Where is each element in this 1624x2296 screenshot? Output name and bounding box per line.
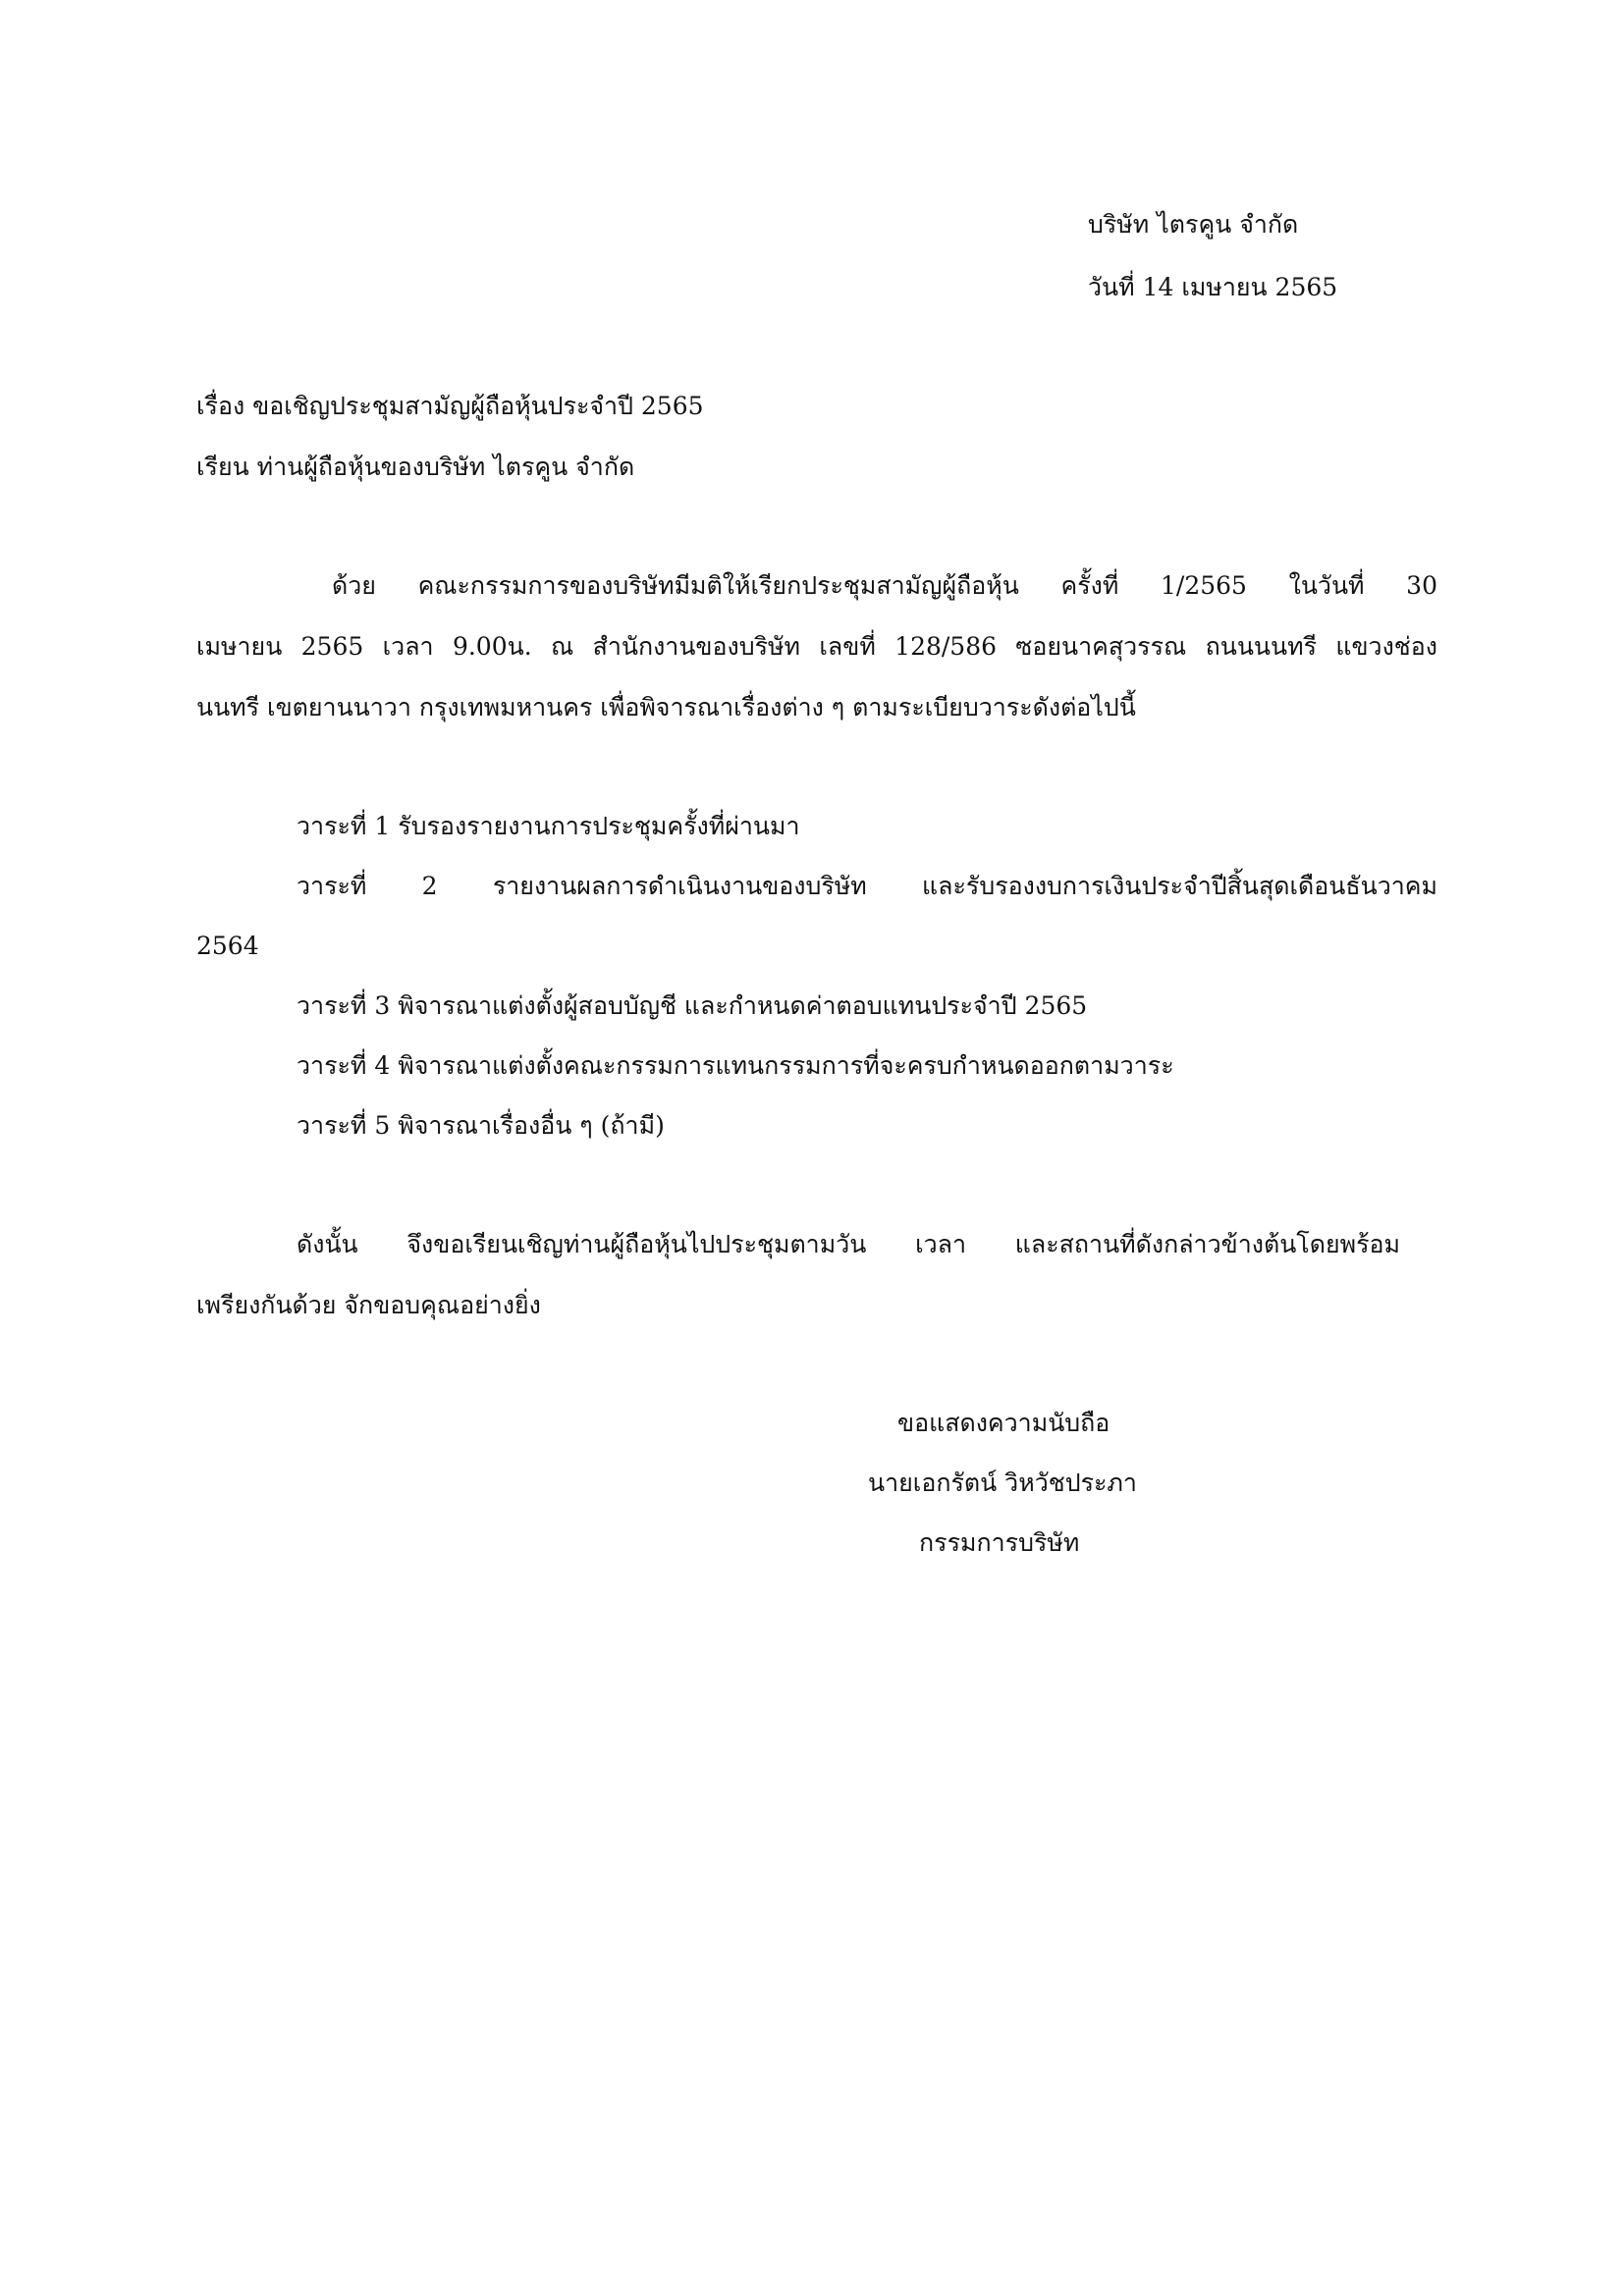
agenda-item-2-continued: 2564 xyxy=(196,932,259,960)
agenda-item-4: วาระที่ 4 พิจารณาแต่งตั้งคณะกรรมการแทนกรรมการที่จะครบกำหนดออกตามวาระ xyxy=(297,1051,1174,1080)
intro-line-3: นนทรี เขตยานนาวา กรุงเทพมหานคร เพื่อพิจารณาเรื่องต่าง ๆ ตามระเบียบวาระดังต่อไปนี้ xyxy=(196,693,1136,721)
signature-regards: ขอแสดงความนับถือ xyxy=(897,1409,1110,1437)
agenda-item-1: วาระที่ 1 รับรองรายงานการประชุมครั้งที่ผ่านมา xyxy=(297,812,800,840)
letter-subject: เรื่อง ขอเชิญประชุมสามัญผู้ถือหุ้นประจำปี 2565 xyxy=(196,392,704,420)
closing-line-2: เพรียงกันด้วย จักขอบคุณอย่างยิ่ง xyxy=(196,1291,541,1319)
agenda-item-2: วาระที่ 2 รายงานผลการดำเนินงานของบริษัท และรับรองงบการเงินประจำปีสิ้นสุดเดือนธันวาคม xyxy=(297,872,1437,900)
intro-line-2: เมษายน 2565 เวลา 9.00น. ณ สำนักงานของบริษัท เลขที่ 128/586 ซอยนาคสุวรรณ ถนนนนทรี แขวงช่อง xyxy=(196,632,1437,661)
intro-line-1: ด้วย คณะกรรมการของบริษัทมีมติให้เรียกประชุมสามัญผู้ถือหุ้น ครั้งที่ 1/2565 ในวันที่ 30 xyxy=(332,571,1437,600)
agenda-item-5: วาระที่ 5 พิจารณาเรื่องอื่น ๆ (ถ้ามี) xyxy=(297,1111,665,1140)
letter-date: วันที่ 14 เมษายน 2565 xyxy=(1088,273,1338,301)
company-name: บริษัท ไตรคูน จำกัด xyxy=(1088,210,1299,239)
signature-title: กรรมการบริษัท xyxy=(919,1528,1080,1557)
agenda-item-3: วาระที่ 3 พิจารณาแต่งตั้งผู้สอบบัญชี และกำหนดค่าตอบแทนประจำปี 2565 xyxy=(297,991,1088,1020)
letter-salutation: เรียน ท่านผู้ถือหุ้นของบริษัท ไตรคูน จำกัด xyxy=(196,453,635,481)
closing-line-1: ดังนั้น จึงขอเรียนเชิญท่านผู้ถือหุ้นไปประชุมตามวัน เวลา และสถานที่ดังกล่าวข้างต้นโดยพร้อม xyxy=(297,1230,1400,1258)
signature-name: นายเอกรัตน์ วิหวัชประภา xyxy=(868,1468,1137,1497)
